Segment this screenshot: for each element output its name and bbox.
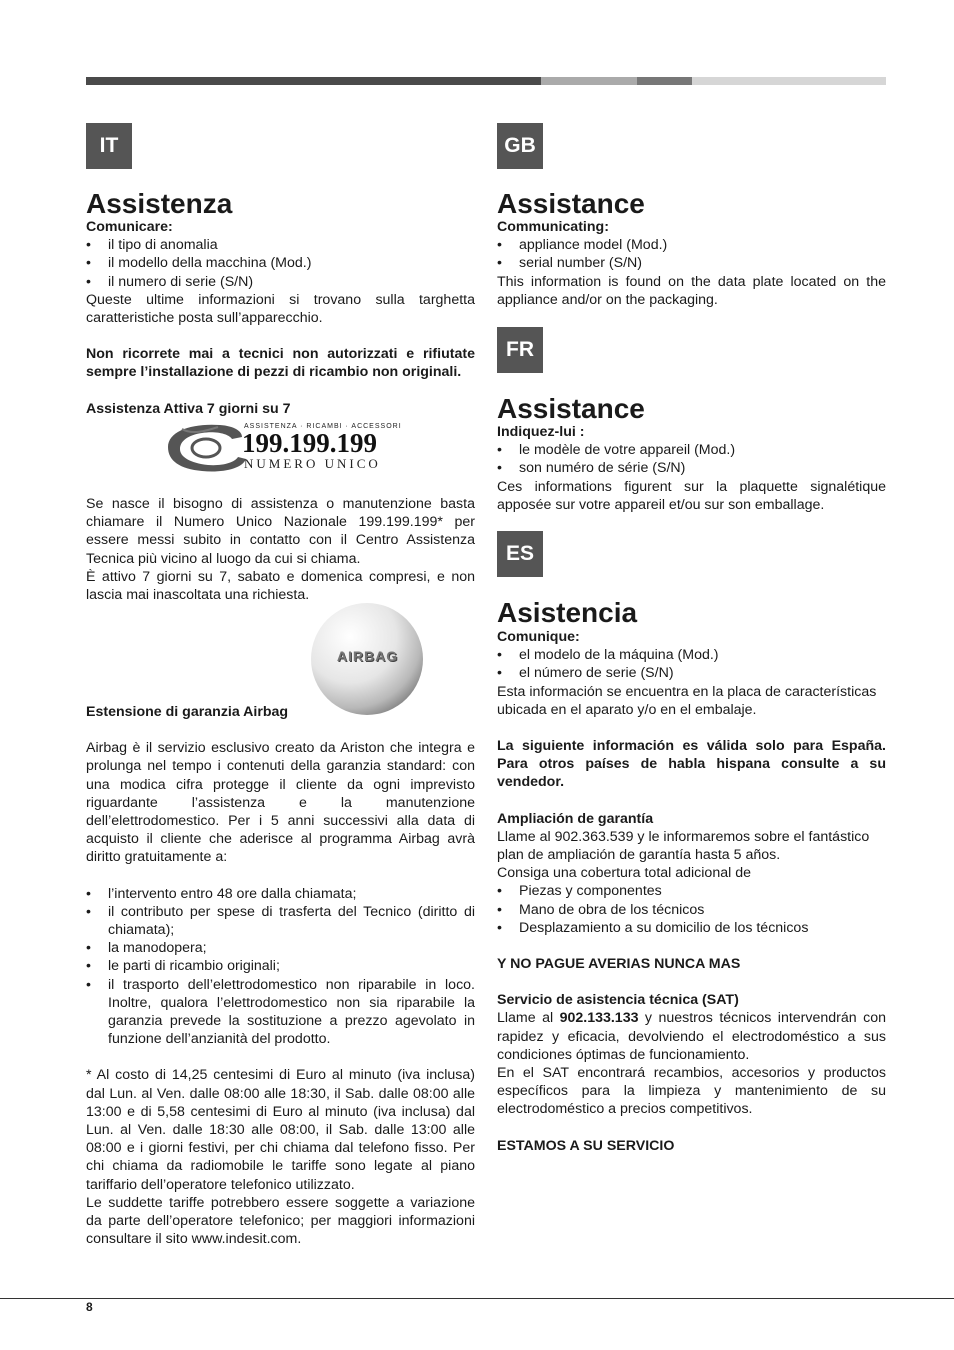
lang-badge-fr: FR: [497, 327, 543, 373]
list-item: • Piezas y componentes: [497, 882, 886, 900]
es-sat-post: y nuestros técnicos intervendrán con rapidez y eficacia, devolviendo el electrodoméstico a sus condiciones óptimas de funcionamiento.: [497, 1010, 886, 1063]
it-communicate-list: [86, 236, 475, 291]
it-service-p2: È attivo 7 giorni su 7, sabato e domenica compresi, e non lascia mai inascoltata una richiesta.: [86, 568, 475, 604]
logo-number: 199.199.199: [242, 428, 377, 458]
it-warning: Non ricorrete mai a tecnici non autorizzati e rifiutate sempre l’installazione di pezzi di ricambio non originali.: [86, 346, 475, 381]
list-item: • el modelo de la máquina (Mod.): [497, 646, 886, 664]
assistance-phone-logo: [162, 421, 402, 473]
es-sat-text: [497, 1009, 886, 1064]
it-service-p1: Se nasce il bisogno di assistenza o manutenzione basta chiamare il Numero Unico Nazionale 199.199.199* per essere messi subito in contatto con il Centro Assistenza Tecnica più vicino al luogo da cui si chiama.: [86, 496, 475, 567]
list-item: • le parti di ricambio originali;: [86, 957, 475, 975]
list-item: • serial number (S/N): [497, 254, 886, 272]
list-item: • la manodopera;: [86, 939, 475, 957]
es-sat-text-2: En el SAT encontrará recambios, accesorios y productos específicos para la limpieza y mantenimiento de su electrodoméstico a precios competitivos.: [497, 1065, 886, 1118]
es-extension-list: [497, 882, 886, 937]
es-closing: ESTAMOS A SU SERVICIO: [497, 1137, 675, 1154]
es-spain-note: La siguiente información es válida solo para España. Para otros países de habla hispana consulte a su vendedor.: [497, 738, 886, 791]
bar-segment-dark: [86, 77, 541, 85]
section-title-gb: Assistance: [497, 188, 645, 219]
fr-communicate-label: Indiquez-lui :: [497, 424, 585, 440]
es-extension-text-2: Consiga una cobertura total adicional de: [497, 865, 751, 882]
it-plate-text: Queste ultime informazioni si trovano sulla targhetta caratteristiche posta sull’apparecchio.: [86, 291, 475, 327]
airbag-logo-text: AIRBAG: [336, 648, 399, 664]
gb-communicate-list: [497, 236, 886, 272]
list-item: • el número de serie (S/N): [497, 664, 886, 682]
page-number: 8: [86, 1300, 93, 1314]
gb-plate-text: This information is found on the data plate located on the appliance and/or on the packaging.: [497, 273, 886, 308]
section-title-es: Asistencia: [497, 597, 638, 628]
lang-badge-es: ES: [497, 531, 543, 577]
es-extension-text: Llame al 902.363.539 y le informaremos sobre el fantástico plan de ampliación de garantía hasta 5 años.: [497, 828, 870, 864]
es-plate-text: Esta información se encuentra en la placa de características ubicada en el aparato y/o en el embalaje.: [497, 683, 877, 718]
it-active-label: Assistenza Attiva 7 giorni su 7: [86, 400, 291, 417]
gb-communicate-label: Communicating:: [497, 219, 609, 235]
es-sat-number: 902.133.133: [559, 1010, 639, 1027]
es-communicate-list: [497, 646, 886, 682]
fr-plate-text: Ces informations figurent sur la plaquette signalétique apposée sur votre appareil et/ou sur son emballage.: [497, 478, 886, 513]
es-no-pay: Y NO PAGUE AVERIAS NUNCA MAS: [497, 956, 741, 973]
list-item: • il trasporto dell’elettrodomestico non riparabile in loco. Inoltre, qualora l’elettrodomestico non sia riparabile la garanzia prevede la sostituzione a prezzo agevolato in funzione dell’anzianità del prodotto.: [86, 976, 475, 1049]
it-airbag-label: Estensione di garanzia Airbag: [86, 704, 289, 720]
header-color-bar: [86, 77, 886, 85]
list-item: • il modello della macchina (Mod.): [86, 254, 475, 272]
bar-segment-light: [541, 77, 637, 85]
it-footnote-p1: * Al costo di 14,25 centesimi di Euro al minuto (iva inclusa) dal Lun. al Ven. dalle 08:00 alle 18:30, il Sab. dalle 08:00 alle 13:00 e di 5,58 centesimi di Euro al minuto (iva inclusa) dal Lun. al Ven. dalle 18:30 alle 08:00, il Sab. dalle 13:00 alle 08:00 e i giorni festivi, per chi chiama dal telefono fisso. Per chi chiama da radiomobile le tariffe sono legate al piano tariffario dell’operatore telefonico utilizzato.: [86, 1067, 475, 1193]
gb-communicate-block: [497, 218, 886, 309]
logo-caption-bottom: NUMERO UNICO: [244, 456, 381, 471]
it-communicate-block: [86, 218, 475, 418]
es-sat-pre: Llame al: [497, 1010, 560, 1027]
fr-communicate-list: [497, 441, 886, 477]
list-item: • appliance model (Mod.): [497, 236, 886, 254]
it-airbag-block: [86, 703, 475, 1248]
list-item: • le modèle de votre appareil (Mod.): [497, 441, 886, 459]
es-block: [497, 628, 886, 1155]
list-item: • il tipo di anomalia: [86, 236, 475, 254]
it-airbag-paragraph: Airbag è il servizio esclusivo creato da Ariston che integra e prolunga nel tempo i contenuti della garanzia standard: con una modica cifra protegge il cliente da ogni imprevisto riguardante l’assistenza e la manutenzione dell’elettrodomestico. Per i 5 anni successivi alla data di acquisto il cliente che aderisce al programma Airbag avrà diritto gratuitamente a:: [86, 740, 475, 866]
fr-communicate-block: [497, 423, 886, 514]
list-item: • son numéro de série (S/N): [497, 459, 886, 477]
it-communicate-label: Comunicare:: [86, 219, 173, 235]
list-item: • Mano de obra de los técnicos: [497, 901, 886, 919]
bar-segment-mid: [637, 77, 692, 85]
list-item: • il numero di serie (S/N): [86, 273, 475, 291]
it-airbag-list: [86, 885, 475, 1049]
logo-caption-top: ASSISTENZA · RICAMBI · ACCESSORI: [244, 423, 402, 430]
it-service-block: [86, 495, 475, 604]
lang-badge-gb: GB: [497, 123, 543, 169]
footer-rule: [0, 1298, 954, 1299]
es-sat-label: Servicio de asistencia técnica (SAT): [497, 992, 739, 1009]
section-title-fr: Assistance: [497, 393, 645, 424]
bar-segment-pale: [692, 77, 886, 85]
airbag-logo: [310, 602, 425, 717]
es-communicate-label: Comunique:: [497, 629, 580, 645]
list-item: • l’intervento entro 48 ore dalla chiamata;: [86, 885, 475, 903]
es-extension-label: Ampliación de garantía: [497, 810, 654, 827]
list-item: • Desplazamiento a su domicilio de los técnicos: [497, 919, 886, 937]
section-title-it: Assistenza: [86, 188, 233, 219]
lang-badge-it: IT: [86, 123, 132, 169]
it-footnote-p2: Le suddette tariffe potrebbero essere soggette a variazione da parte dell’operatore telefonico; per maggiori informazioni consultare il sito www.indesit.com.: [86, 1194, 475, 1248]
list-item: • il contributo per spese di trasferta del Tecnico (diritto di chiamata);: [86, 903, 475, 939]
